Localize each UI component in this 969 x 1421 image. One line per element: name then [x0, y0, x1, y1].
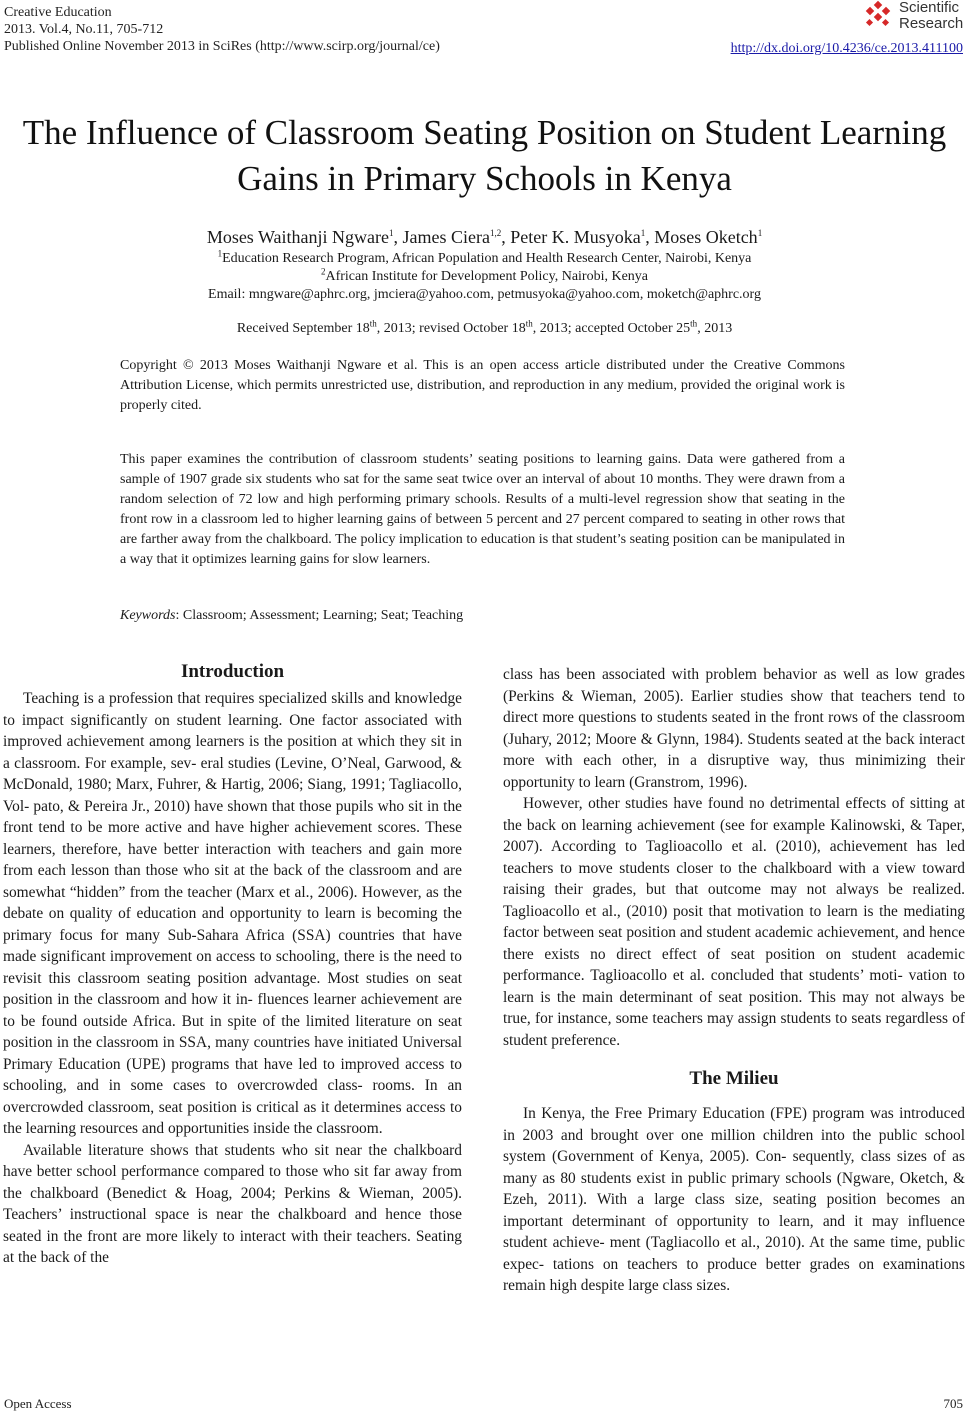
page-number: 705	[943, 1396, 963, 1411]
affiliation-1: $^1$Education Research Program, African Population and Health Research Center, Nairobi, Kenya	[217, 248, 752, 266]
author-name: James Ciera	[402, 227, 490, 247]
doi-link[interactable]: http://dx.doi.org/10.4236/ce.2013.411100	[730, 41, 963, 56]
author-name: Moses Waithanji Ngware	[206, 227, 389, 247]
affiliation-2: $^2$African Institute for Development Policy, Nairobi, Kenya	[320, 266, 649, 284]
author-affiliation-mark: 1	[389, 228, 394, 238]
left-column	[3, 688, 462, 1269]
right-paragraph-2: However, other studies have found no detrimental effects of sitting at the back on learning achievement (see for example Kalinowski, & Taper, 2007). According to Taglioacollo et al. (2010), achievement has led teachers to move students closer to the chalkboard with a view toward raising their grades, but that outcome may not always be realized. Taglioacollo et al., (2010) posit that motivation to learn is the mediating factor between seat position and student academic achievement, and hence there exists no direct effect of seat position on student academic performance. Taglioacollo et al. concluded that students’ moti- vation to learn is the main determinant of seat position. This may not always be true, for instance, some teachers may assign students to seats regardless of student preference.	[503, 795, 965, 1049]
right-column	[503, 664, 965, 1297]
logo-icon	[861, 0, 897, 30]
milieu-paragraph-1: In Kenya, the Free Primary Education (FPE) program was introduced in 2003 and brought over one million children into the public school system (Government of Kenya, 2005). Con- sequently, class sizes of as many as 80 students exist in public primary schools (Ngware, Oketch, & Ezeh, 2011). With a large class size, seating position becomes an important determinant of opportunity to learn, and it may influence student achieve- ment (Tagliacollo et al., 2010). At the same time, public expec- tations on teachers to produce better grades on examinations remain high despite large class sizes.	[503, 1105, 965, 1294]
copyright-notice: Copyright © 2013 Moses Waithanji Ngware et al. This is an open access article distributed under the Creative Commons Attribution License, which permits unrestricted use, distribution, and reproduction in any medium, provided the original work is properly cited.	[120, 358, 845, 413]
keywords-label: Keywords	[120, 608, 176, 623]
author-name: Moses Oketch	[654, 227, 758, 247]
milieu-heading: The Milieu	[689, 1068, 779, 1089]
paper-title	[0, 110, 969, 202]
journal-name: Creative Education	[4, 5, 112, 20]
scientific-research-logo	[861, 0, 965, 34]
journal-header	[4, 4, 440, 55]
footer-open-access: Open Access	[4, 1396, 72, 1411]
keywords: Keywords: Classroom; Assessment; Learning; Seat; Teaching	[120, 608, 464, 623]
published-line: Published Online November 2013 in SciRes (http://www.scirp.org/journal/ce)	[4, 39, 440, 54]
right-paragraph-1: class has been associated with problem behavior as well as low grades (Perkins & Wieman, 2005). Earlier studies show that teachers tend to direct more questions to students seated in the front rows of the classroom (Juhary, 2012; Moore & Glynn, 1984). Students seated at the back interact more with each other, in a disruptive way, thus minimizing their opportunity to learn (Granstrom, 1996).	[503, 666, 965, 791]
intro-paragraph-1: Teaching is a profession that requires specialized skills and knowledge to impact significantly on student learning. One factor associated with improved achievement among learners is the position at which they sit in a classroom. For example, sev- eral studies (Levine, O’Neal, Garwood, & McDonald, 1980; Marx, Fuhrer, & Hartig, 2006; Siang, 1991; Tagliacollo, Vol- pato, & Pereira Jr., 2010) have shown that those pupils who sit in the front tend to be more active and have higher achievement scores. These learners, therefore, have better interaction with teachers and gain more from each lesson than those who sit at the back of the classroom and are somewhat “hidden” from the teacher (Marx et al., 2006). However, as the debate on quality of education and opportunity to learn is becoming the primary focus for many Sub-Sahara Africa (SSA) countries that have made significant improvement on access to schooling, there is the need to revisit this classroom seating position advantage. Most studies on seat position in the classroom and how it in- fluences learner achievement are to be found outside Africa. But in spite of the limited literature on seat position in the classroom in SSA, many countries have initiated Universal Primary Education (UPE) programs that have led to improved access to schooling, and in some cases to overcrowded class- rooms. In an overcrowded classroom, seat position is critical as it determines access to the learning resources and opportunities inside the classroom.	[3, 690, 462, 1137]
author-affiliation-mark: 1	[757, 228, 763, 238]
abstract: This paper examines the contribution of classroom students’ seating positions to learning gains. Data were gathered from a sample of 1907 grade six students who sat for the same seat twice over an interval of about 10 months. They were drawn from a random selection of 72 low and high performing primary schools. Results of a multi-level regression show that seating in the front row in a classroom led to higher learning gains of between 5 percent and 27 percent compared to seating in other rows that are farther away from the chalkboard. The policy implication to education is that student’s seating position can be manipulated in a way that it optimizes learning gains for slow learners.	[120, 452, 845, 567]
author-name: Peter K. Musyoka	[510, 227, 641, 247]
logo-line2: Research	[899, 15, 964, 32]
logo-line1: Scientific	[899, 0, 960, 16]
introduction-heading: Introduction	[180, 661, 285, 682]
email-line: Email: mngware@aphrc.org, jmciera@yahoo.com, petmusyoka@yahoo.com, moketch@aphrc.org	[208, 287, 761, 302]
author-list: Moses Waithanji Ngware$^1$, James Ciera$^{1,2}$, Peter K. Musyoka$^1$, Moses Oketch$^1$	[206, 227, 763, 247]
author-affiliation-mark: 1	[640, 228, 646, 238]
journal-volume: 2013. Vol.4, No.11, 705-712	[4, 22, 164, 37]
intro-paragraph-2: Available literature shows that students who sit near the chalkboard have better school performance compared to those who sit far away from the chalkboard (Benedict & Hoag, 2004; Perkins & Wieman, 2005). Teachers’ instructional space is near the chalkboard and hence those seated in the front are more likely to interact with their teachers. Seating at the back of the	[3, 1141, 462, 1266]
title-line2: Gains in Primary Schools in Kenya	[237, 159, 732, 198]
received-dates: Received September 18th, 2013; revised October 18th, 2013; accepted October 25th, 2013	[236, 318, 733, 336]
author-affiliation-mark: 1,2	[489, 228, 502, 238]
title-line1: The Influence of Classroom Seating Position on Student Learning	[22, 113, 947, 152]
